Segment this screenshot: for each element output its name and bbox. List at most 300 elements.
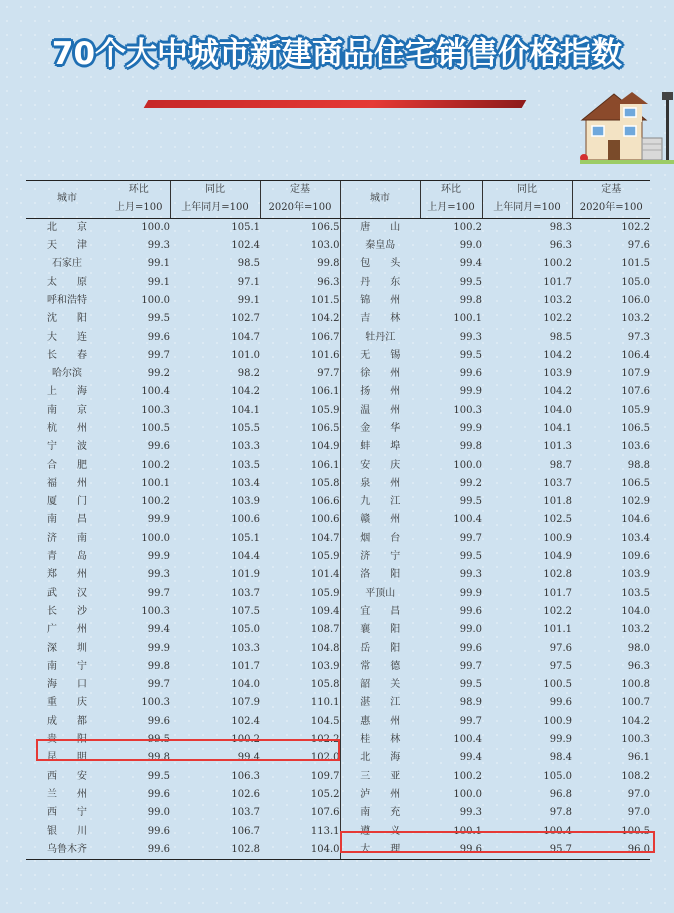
city-name: 平顶山 — [340, 585, 420, 603]
base-value: 110.1 — [310, 697, 340, 709]
mom-header: 环比 — [108, 181, 170, 200]
base-value: 104.2 — [621, 715, 650, 727]
city-name: 蚌 埠 — [340, 438, 420, 456]
yoy-value: 101.3 — [543, 441, 572, 453]
city-name: 桂 林 — [340, 731, 420, 749]
base-header: 定基 — [260, 181, 340, 200]
city-name: 济 南 — [47, 532, 87, 544]
mom-value: 100.2 — [141, 496, 170, 508]
mom-value: 99.9 — [459, 423, 482, 434]
mom-value: 100.2 — [141, 459, 170, 471]
mom-value: 99.0 — [459, 624, 482, 636]
city-name: 南 京 — [47, 404, 87, 416]
yoy-value: 103.5 — [231, 459, 260, 471]
city-name: 北 海 — [340, 749, 420, 767]
base-value: 104.9 — [310, 441, 340, 453]
table-row — [26, 475, 650, 493]
base-value: 98.0 — [627, 642, 650, 654]
yoy-value: 103.3 — [231, 441, 260, 453]
city-name: 呼和浩特 — [47, 294, 87, 306]
base-value: 97.6 — [627, 240, 650, 252]
highlight-dali — [340, 831, 655, 853]
city-name: 沈 阳 — [47, 313, 87, 325]
city-name: 吉 林 — [340, 310, 420, 328]
yoy-value: 99.6 — [549, 697, 572, 709]
base-value: 107.6 — [310, 807, 340, 819]
yoy-header: 同比 — [482, 181, 572, 200]
base-value: 108.7 — [310, 624, 340, 636]
mom-value: 99.3 — [459, 807, 482, 819]
base-value: 109.4 — [310, 605, 340, 617]
yoy-value: 102.2 — [543, 605, 572, 617]
city-name: 泉 州 — [340, 475, 420, 493]
mom-value: 99.9 — [147, 642, 170, 654]
base-value: 97.0 — [627, 788, 650, 800]
mom-value: 100.0 — [453, 459, 482, 471]
mom-value: 99.3 — [147, 569, 170, 581]
base-value: 106.6 — [310, 496, 340, 508]
base-value: 101.5 — [621, 258, 650, 270]
yoy-value: 100.9 — [543, 715, 572, 727]
city-name: 大 理 — [340, 841, 420, 860]
yoy-value: 101.0 — [231, 349, 260, 361]
yoy-value: 98.2 — [237, 368, 260, 380]
table-row — [26, 493, 650, 511]
city-name: 南 充 — [340, 804, 420, 822]
table-row — [26, 511, 650, 529]
city-name: 杭 州 — [47, 423, 87, 434]
base-value: 97.0 — [627, 807, 650, 819]
mom-value: 99.6 — [459, 605, 482, 617]
table-row — [26, 804, 650, 822]
city-name: 广 州 — [47, 624, 87, 636]
yoy-value: 102.8 — [170, 841, 260, 860]
yoy-value: 103.3 — [231, 642, 260, 654]
base-value: 102.9 — [621, 496, 650, 508]
yoy-value: 104.2 — [231, 386, 260, 398]
table-row — [26, 713, 650, 731]
table-row — [26, 420, 650, 438]
table-row — [26, 658, 650, 676]
base-value: 100.5 — [621, 825, 650, 837]
mom-subheader: 上月=100 — [420, 199, 482, 218]
yoy-value: 103.9 — [231, 496, 260, 508]
mom-value: 99.6 — [147, 331, 170, 343]
yoy-header: 同比 — [170, 181, 260, 200]
city-header: 城市 — [340, 181, 420, 219]
mom-value: 99.5 — [459, 349, 482, 361]
mom-value: 99.6 — [459, 368, 482, 380]
mom-value: 99.7 — [459, 532, 482, 544]
yoy-value: 103.2 — [543, 294, 572, 306]
yoy-value: 102.5 — [543, 514, 572, 526]
table-row — [26, 347, 650, 365]
mom-value: 99.5 — [459, 496, 482, 508]
yoy-value: 96.3 — [549, 240, 572, 252]
base-value: 105.9 — [310, 404, 340, 416]
base-value: 103.9 — [621, 569, 650, 581]
base-value: 105.0 — [621, 276, 650, 288]
base-value: 104.0 — [260, 841, 340, 860]
yoy-value: 97.6 — [549, 642, 572, 654]
city-name: 乌鲁木齐 — [26, 841, 108, 860]
mom-value: 99.5 — [147, 770, 170, 782]
mom-value: 99.8 — [459, 441, 482, 453]
base-value: 104.0 — [621, 605, 650, 617]
base-value: 109.6 — [621, 551, 650, 563]
highlight-kunming — [36, 739, 340, 761]
city-name: 丹 东 — [340, 273, 420, 291]
base-value: 97.7 — [317, 368, 340, 380]
yoy-value: 100.9 — [543, 532, 572, 544]
table-row — [26, 273, 650, 291]
base-value: 103.4 — [621, 532, 650, 544]
city-name: 宁 波 — [47, 441, 87, 453]
table-row — [26, 768, 650, 786]
city-name: 海 口 — [47, 679, 87, 691]
yoy-value: 103.4 — [231, 477, 260, 489]
base-value: 106.0 — [621, 294, 650, 306]
yoy-value: 100.2 — [231, 734, 260, 746]
base-value: 106.5 — [310, 221, 340, 233]
city-name: 遵 义 — [340, 822, 420, 840]
base-value: 96.3 — [317, 276, 340, 288]
city-name: 无 锡 — [340, 347, 420, 365]
city-name: 银 川 — [47, 825, 87, 837]
mom-value: 99.3 — [459, 569, 482, 581]
city-name: 合 肥 — [47, 459, 87, 471]
yoy-value: 106.3 — [231, 770, 260, 782]
mom-value: 99.4 — [459, 258, 482, 270]
house-icon — [580, 88, 674, 164]
yoy-value: 104.4 — [231, 551, 260, 563]
base-subheader: 2020年=100 — [260, 199, 340, 218]
mom-value: 99.2 — [147, 368, 170, 380]
table-row — [26, 676, 650, 694]
yoy-value: 104.2 — [543, 386, 572, 398]
base-value: 103.6 — [621, 441, 650, 453]
mom-value: 100.4 — [453, 734, 482, 746]
city-name: 北 京 — [47, 221, 87, 233]
base-value: 105.9 — [310, 551, 340, 563]
base-value: 102.2 — [621, 221, 650, 233]
base-value: 96.0 — [572, 841, 650, 860]
mom-value: 100.1 — [141, 477, 170, 489]
yoy-value: 100.6 — [231, 514, 260, 526]
base-value: 105.8 — [310, 477, 340, 489]
base-value: 96.3 — [627, 660, 650, 672]
mom-value: 99.9 — [147, 551, 170, 563]
mom-value: 99.6 — [147, 441, 170, 453]
mom-value: 100.0 — [141, 532, 170, 544]
city-name: 泸 州 — [340, 786, 420, 804]
city-name: 成 都 — [47, 715, 87, 727]
mom-header: 环比 — [420, 181, 482, 200]
base-value: 104.5 — [310, 715, 340, 727]
yoy-value: 105.5 — [231, 423, 260, 434]
city-name: 三 亚 — [340, 768, 420, 786]
yoy-value: 103.7 — [543, 477, 572, 489]
yoy-value: 97.5 — [549, 660, 572, 672]
table-row — [26, 786, 650, 804]
base-value: 103.5 — [621, 587, 650, 599]
yoy-value: 106.7 — [231, 825, 260, 837]
yoy-value: 102.6 — [231, 788, 260, 800]
city-name: 西 安 — [47, 770, 87, 782]
mom-value: 100.0 — [141, 294, 170, 306]
city-name: 深 圳 — [47, 642, 87, 654]
table-row — [26, 292, 650, 310]
mom-value: 100.1 — [453, 313, 482, 325]
yoy-value: 102.4 — [231, 240, 260, 252]
city-name: 长 春 — [47, 349, 87, 361]
city-name: 西 宁 — [47, 807, 87, 819]
base-value: 106.5 — [621, 423, 650, 434]
mom-value: 99.8 — [147, 660, 170, 672]
base-value: 100.7 — [621, 697, 650, 709]
base-value: 100.6 — [310, 514, 340, 526]
mom-value: 99.8 — [459, 294, 482, 306]
yoy-value: 104.2 — [543, 349, 572, 361]
base-value: 104.2 — [310, 313, 340, 325]
mom-value: 100.4 — [453, 514, 482, 526]
yoy-value: 98.4 — [549, 752, 572, 764]
city-name: 扬 州 — [340, 383, 420, 401]
yoy-value: 96.8 — [549, 788, 572, 800]
yoy-value: 95.7 — [482, 841, 572, 860]
table-row — [26, 639, 650, 657]
base-value: 96.1 — [627, 752, 650, 764]
table-row — [26, 218, 650, 237]
base-value: 97.3 — [627, 331, 650, 343]
yoy-value: 100.2 — [543, 258, 572, 270]
city-name: 赣 州 — [340, 511, 420, 529]
base-value: 103.2 — [621, 313, 650, 325]
yoy-value: 102.4 — [231, 715, 260, 727]
base-value: 103.2 — [621, 624, 650, 636]
base-value: 108.2 — [621, 770, 650, 782]
yoy-value: 107.5 — [231, 605, 260, 617]
yoy-value: 107.9 — [231, 697, 260, 709]
yoy-value: 101.1 — [543, 624, 572, 636]
yoy-value: 102.7 — [231, 313, 260, 325]
city-name: 包 头 — [340, 255, 420, 273]
city-name: 岳 阳 — [340, 639, 420, 657]
base-value: 104.6 — [621, 514, 650, 526]
city-name: 武 汉 — [47, 587, 87, 599]
yoy-value: 103.9 — [543, 368, 572, 380]
city-name: 金 华 — [340, 420, 420, 438]
table-row — [26, 456, 650, 474]
yoy-value: 104.1 — [231, 404, 260, 416]
base-header: 定基 — [572, 181, 650, 200]
mom-value: 100.2 — [453, 770, 482, 782]
yoy-value: 97.1 — [237, 276, 260, 288]
city-name: 秦皇岛 — [340, 237, 420, 255]
city-name: 南 昌 — [47, 514, 87, 526]
base-value: 105.2 — [310, 788, 340, 800]
mom-value: 100.0 — [453, 788, 482, 800]
city-name: 宜 昌 — [340, 603, 420, 621]
mom-value: 99.7 — [459, 715, 482, 727]
city-name: 九 江 — [340, 493, 420, 511]
base-value: 98.8 — [627, 459, 650, 471]
base-value: 101.4 — [310, 569, 340, 581]
page-title: 70个大中城市新建商品住宅销售价格指数 — [51, 36, 623, 72]
mom-value: 99.0 — [459, 240, 482, 252]
base-value: 99.8 — [317, 258, 340, 270]
yoy-value: 105.1 — [231, 532, 260, 544]
yoy-value: 100.5 — [543, 679, 572, 691]
mom-value: 98.9 — [459, 697, 482, 709]
mom-value: 99.3 — [459, 331, 482, 343]
yoy-value: 100.4 — [543, 825, 572, 837]
mom-value: 100.4 — [141, 386, 170, 398]
city-name: 上 海 — [47, 386, 87, 398]
mom-value: 99.9 — [459, 386, 482, 398]
mom-value: 99.6 — [147, 715, 170, 727]
table-row — [26, 530, 650, 548]
table-row — [26, 603, 650, 621]
base-value: 106.1 — [310, 459, 340, 471]
mom-value: 100.1 — [453, 825, 482, 837]
city-name: 唐 山 — [340, 218, 420, 237]
mom-value: 99.5 — [459, 679, 482, 691]
mom-value: 99.9 — [147, 514, 170, 526]
mom-value: 99.1 — [147, 258, 170, 270]
yoy-value: 101.7 — [543, 276, 572, 288]
mom-value: 99.8 — [147, 752, 170, 764]
city-name: 安 庆 — [340, 456, 420, 474]
city-name: 锦 州 — [340, 292, 420, 310]
base-subheader: 2020年=100 — [572, 199, 650, 218]
base-value: 102.0 — [310, 752, 340, 764]
yoy-value: 98.5 — [549, 331, 572, 343]
base-value: 105.8 — [310, 679, 340, 691]
city-name: 惠 州 — [340, 713, 420, 731]
city-name: 牡丹江 — [340, 328, 420, 346]
mom-value: 100.3 — [141, 605, 170, 617]
yoy-value: 99.1 — [237, 294, 260, 306]
yoy-value: 105.0 — [543, 770, 572, 782]
yoy-value: 99.9 — [549, 734, 572, 746]
base-value: 107.9 — [621, 368, 650, 380]
base-value: 106.5 — [621, 477, 650, 489]
city-name: 烟 台 — [340, 530, 420, 548]
city-name: 青 岛 — [47, 551, 87, 563]
mom-value: 99.7 — [147, 349, 170, 361]
mom-value: 99.5 — [459, 551, 482, 563]
city-name: 重 庆 — [47, 697, 87, 709]
city-name: 太 原 — [47, 276, 87, 288]
city-name: 兰 州 — [47, 788, 87, 800]
city-name: 韶 关 — [340, 676, 420, 694]
yoy-value: 104.7 — [231, 331, 260, 343]
base-value: 103.0 — [310, 240, 340, 252]
mom-value: 99.9 — [459, 587, 482, 599]
table-row — [26, 402, 650, 420]
base-value: 105.9 — [621, 404, 650, 416]
mom-value: 100.2 — [453, 221, 482, 233]
table-row — [26, 255, 650, 273]
city-name: 石家庄 — [52, 258, 82, 270]
table-row — [26, 548, 650, 566]
mom-value: 99.0 — [147, 807, 170, 819]
table-row — [26, 383, 650, 401]
yoy-value: 104.0 — [231, 679, 260, 691]
mom-value: 100.3 — [141, 697, 170, 709]
city-name: 济 宁 — [340, 548, 420, 566]
base-value: 100.3 — [621, 734, 650, 746]
yoy-value: 104.0 — [543, 404, 572, 416]
mom-value: 99.6 — [108, 841, 170, 860]
mom-value: 99.5 — [147, 313, 170, 325]
yoy-value: 98.3 — [549, 221, 572, 233]
base-value: 102.2 — [310, 734, 340, 746]
yoy-value: 105.0 — [231, 624, 260, 636]
base-value: 106.1 — [310, 386, 340, 398]
table-row — [26, 328, 650, 346]
mom-subheader: 上月=100 — [108, 199, 170, 218]
city-name: 福 州 — [47, 477, 87, 489]
table-row — [26, 566, 650, 584]
mom-value: 100.3 — [141, 404, 170, 416]
city-name: 徐 州 — [340, 365, 420, 383]
mom-value: 99.1 — [147, 276, 170, 288]
base-value: 104.8 — [310, 642, 340, 654]
mom-value: 99.4 — [459, 752, 482, 764]
yoy-value: 101.8 — [543, 496, 572, 508]
yoy-value: 102.8 — [543, 569, 572, 581]
table-row — [26, 438, 650, 456]
mom-value: 99.6 — [459, 642, 482, 654]
table-row — [26, 621, 650, 639]
yoy-value: 101.7 — [543, 587, 572, 599]
mom-value: 100.0 — [141, 221, 170, 233]
yoy-value: 99.4 — [237, 752, 260, 764]
yoy-value: 101.9 — [231, 569, 260, 581]
base-value: 109.7 — [310, 770, 340, 782]
mom-value: 99.4 — [147, 624, 170, 636]
city-header: 城市 — [26, 181, 108, 219]
yoy-subheader: 上年同月=100 — [170, 199, 260, 218]
city-name: 南 宁 — [47, 660, 87, 672]
yoy-value: 103.7 — [231, 807, 260, 819]
table-row — [26, 237, 650, 255]
city-name: 郑 州 — [47, 569, 87, 581]
city-name: 长 沙 — [47, 605, 87, 617]
table-row — [26, 310, 650, 328]
base-value: 106.7 — [310, 331, 340, 343]
mom-value: 99.6 — [420, 841, 482, 860]
city-name: 大 连 — [47, 331, 87, 343]
mom-value: 99.6 — [147, 825, 170, 837]
base-value: 113.1 — [310, 825, 340, 837]
mom-value: 99.5 — [459, 276, 482, 288]
base-value: 105.9 — [310, 587, 340, 599]
mom-value: 99.3 — [147, 240, 170, 252]
table-row — [26, 365, 650, 383]
mom-value: 99.6 — [147, 788, 170, 800]
city-name: 洛 阳 — [340, 566, 420, 584]
yoy-value: 97.8 — [549, 807, 572, 819]
yoy-value: 98.7 — [549, 459, 572, 471]
city-name: 温 州 — [340, 402, 420, 420]
mom-value: 99.7 — [147, 679, 170, 691]
yoy-subheader: 上年同月=100 — [482, 199, 572, 218]
mom-value: 99.7 — [459, 660, 482, 672]
yoy-value: 104.1 — [543, 423, 572, 434]
